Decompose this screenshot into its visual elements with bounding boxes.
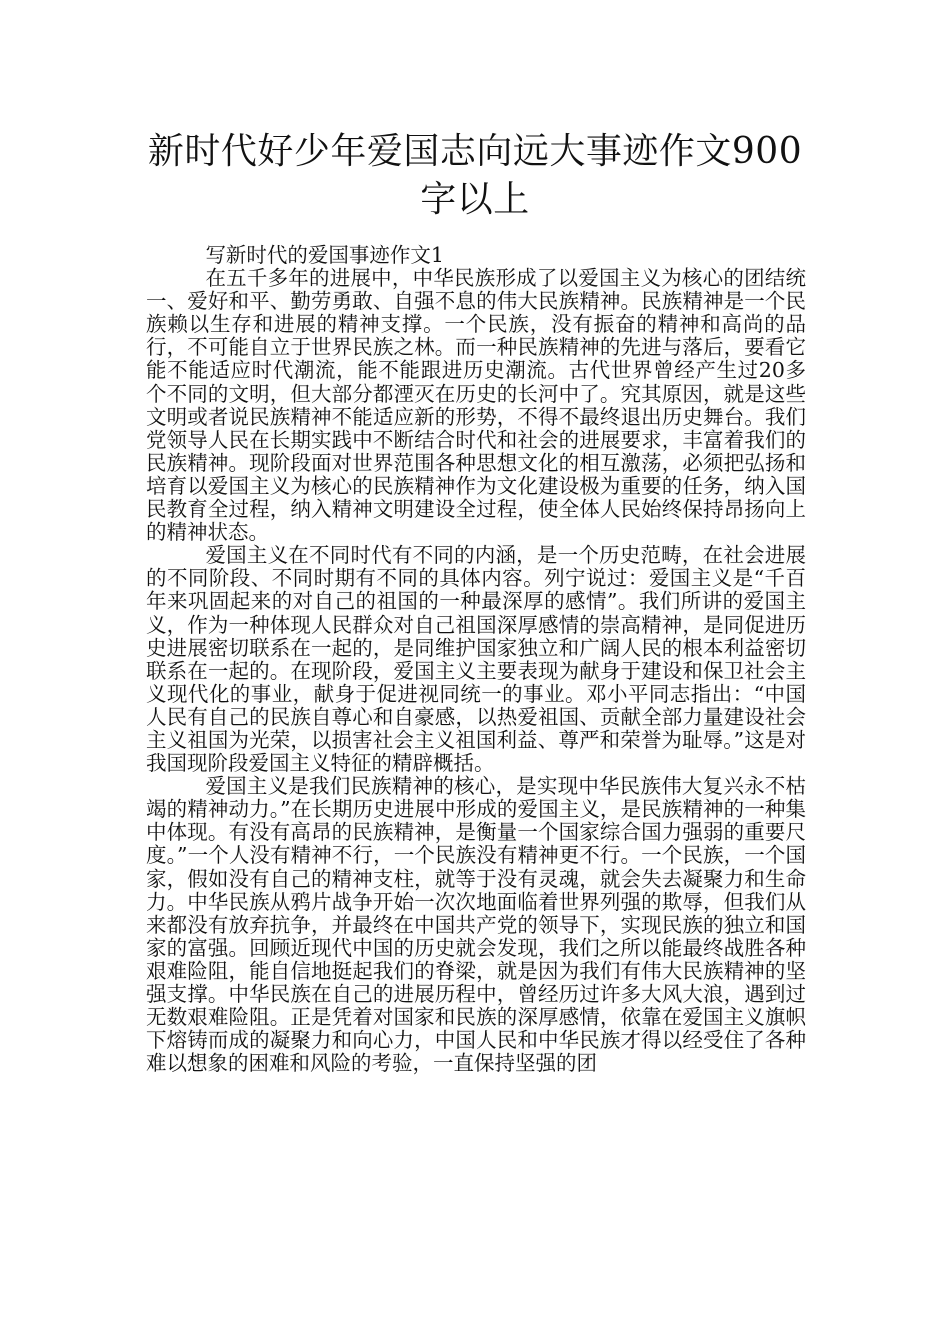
paragraph: 爱国主义是我们民族精神的核心，是实现中华民族伟大复兴永不枯竭的精神动力。”在长期历史进展中形成的爱国主义，是民族精神的一种集中体现。有没有高昂的民族精神，是衡量一个国家综合国力强弱的重要尺度。”一个人没有精神不行，一个民族没有精神更不行。一个民族，一个国家，假如没有自己的精神支柱，就等于没有灵魂，就会失去凝聚力和生命力。中华民族从鸦片战争开始一次次地面临着世界列强的欺辱，但我们从来都没有放弃抗争，并最终在中国共产党的领导下，实现民族的独立和国家的富强。回顾近现代中国的历史就会发现，我们之所以能最终战胜各种艰难险阻，能自信地挺起我们的脊梁，就是因为我们有伟大民族精神的坚强支撑。中华民族在自己的进展历程中，曾经历过许多大风大浪，遇到过无数艰难险阻。正是凭着对国家和民族的深厚感情，依靠在爱国主义旗帜下熔铸而成的凝聚力和向心力，中国人民和中华民族才得以经受住了各种难以想象的困难和风险的考验，一直保持坚强的团 xyxy=(146,774,806,1076)
paragraph: 爱国主义在不同时代有不同的内涵，是一个历史范畴，在社会进展的不同阶段、不同时期有不同的具体内容。列宁说过：爱国主义是“千百年来巩固起来的对自己的祖国的一种最深厚的感情”。我们所讲的爱国主义，作为一种体现人民群众对自己祖国深厚感情的崇高精神，是同促进历史进展密切联系在一起的，是同维护国家独立和广阔人民的根本利益密切联系在一起的。在现阶段，爱国主义主要表现为献身于建设和保卫社会主义现代化的事业，献身于促进视同统一的事业。邓小平同志指出：“中国人民有自己的民族自尊心和自豪感，以热爱祖国、贡献全部力量建设社会主义祖国为光荣，以损害社会主义祖国利益、尊严和荣誉为耻辱。”这是对我国现阶段爱国主义特征的精辟概括。 xyxy=(146,543,806,776)
document-body xyxy=(146,244,806,1075)
paragraph: 在五千多年的进展中，中华民族形成了以爱国主义为核心的团结统一、爱好和平、勤劳勇敢、自强不息的伟大民族精神。民族精神是一个民族赖以生存和进展的精神支撑。一个民族，没有振奋的精神和高尚的品行，不可能自立于世界民族之林。而一种民族精神的先进与落后，要看它能不能适应时代潮流，能不能跟进历史潮流。古代世界曾经产生过20多个不同的文明，但大部分都湮灭在历史的长河中了。究其原因，就是这些文明或者说民族精神不能适应新的形势，不得不最终退出历史舞台。我们党领导人民在长期实践中不断结合时代和社会的进展要求，丰富着我们的民族精神。现阶段面对世界范围各种思想文化的相互激荡，必须把弘扬和培育以爱国主义为核心的民族精神作为文化建设极为重要的任务，纳入国民教育全过程，纳入精神文明建设全过程，使全体人民始终保持昂扬向上的精神状态。 xyxy=(146,266,806,545)
document-title: 新时代好少年爱国志向远大事迹作文900字以上 xyxy=(147,131,803,220)
section-heading: 写新时代的爱国事迹作文1 xyxy=(205,243,444,267)
